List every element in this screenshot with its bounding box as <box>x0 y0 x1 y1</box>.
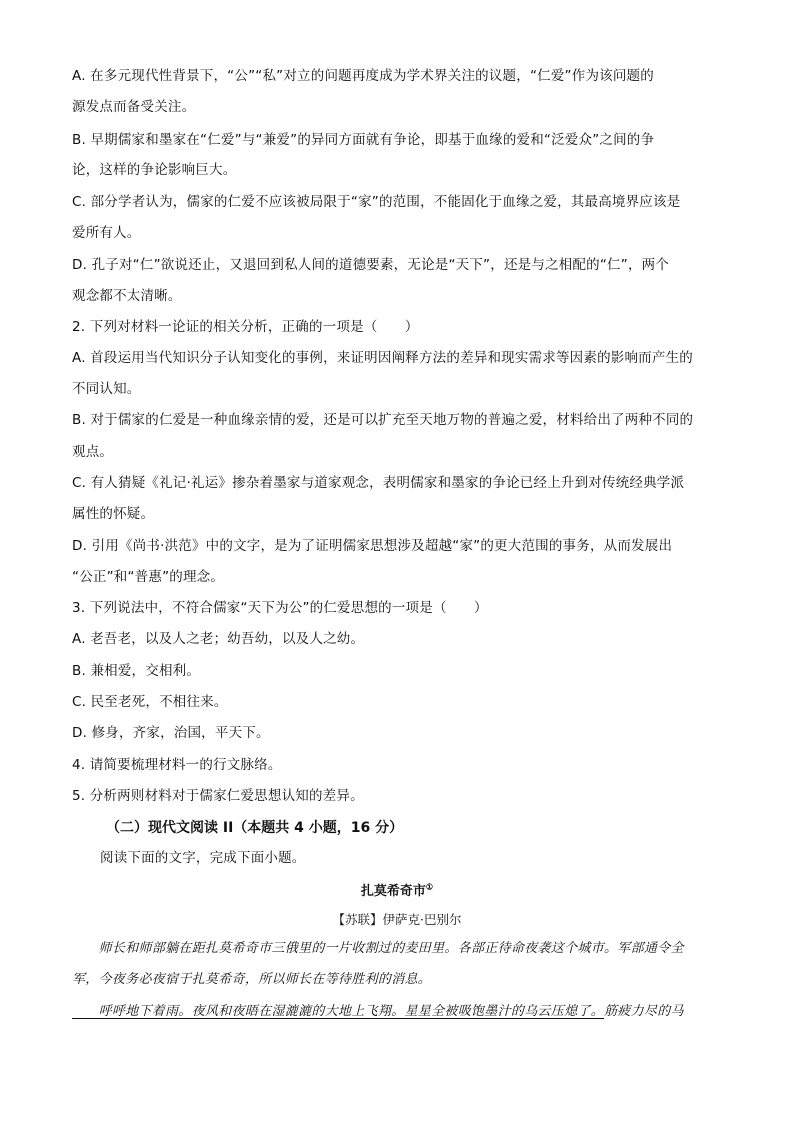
option-b-line-2: 论，这样的争论影响巨大。 <box>72 162 237 178</box>
option-d-line-1: D. 孔子对“仁”欲说还止，又退回到私人间的道德要素，无论是“天下”，还是与之相配的“仁”，两个 <box>72 257 670 273</box>
passage-line-1: 师长和师部躺在距扎莫希奇市三俄里的一片收割过的麦田里。各部正待命夜袭这个城市。军部通令全 <box>72 941 684 956</box>
underlined-sentence: 呼呼地下着雨。夜风和夜晤在湿漉漉的大地上飞翔。星星全被吸饱墨汁的乌云压熄了。 <box>72 1004 605 1019</box>
passage-author: 【苏联】伊萨克·巴别尔 <box>332 912 462 927</box>
section-instruction: 阅读下面的文字，完成下面小题。 <box>100 850 306 866</box>
q2-option-a-line-2: 不同认知。 <box>72 381 141 397</box>
passage-title <box>0 880 794 899</box>
question-3: 3. 下列说法中，不符合儒家“天下为公”的仁爱思想的一项是（ ） <box>72 600 488 616</box>
section-heading: （二）现代文阅读 II（本题共 4 小题，16 分） <box>106 820 404 836</box>
passage-line-3-tail: 筋疲力尽的马 <box>604 1004 684 1019</box>
q2-option-d-line-2: “公正”和“普惠”的理念。 <box>72 569 225 585</box>
q3-option-a: A. 老吾老，以及人之老；幼吾幼，以及人之幼。 <box>72 631 365 647</box>
question-4: 4. 请简要梳理材料一的行文脉络。 <box>72 757 282 773</box>
q2-option-d-line-1: D. 引用《尚书·洪范》中的文字，是为了证明儒家思想涉及超越“家”的更大范围的事务，从而发展出 <box>72 538 673 554</box>
option-d-line-2: 观念都不太清晰。 <box>72 288 182 304</box>
passage-title-text: 扎莫希奇市 <box>360 884 426 899</box>
option-a-line-1: A. 在多元现代性背景下，“公”“私”对立的问题再度成为学术界关注的议题，“仁爱”作为该问题的 <box>72 68 654 84</box>
option-c-line-1: C. 部分学者认为，儒家的仁爱不应该被局限于“家”的范围，不能固化于血缘之爱，其最高境界应该是 <box>72 194 681 210</box>
passage-title-footnote: ① <box>425 881 434 892</box>
option-a-line-2: 源发点而备受关注。 <box>72 99 196 115</box>
question-2: 2. 下列对材料一论证的相关分析，正确的一项是（ ） <box>72 319 419 335</box>
q2-option-a-line-1: A. 首段运用当代知识分子认知变化的事例，来证明因阐释方法的差异和现实需求等因素的影响而产生的 <box>72 350 693 366</box>
q3-option-b: B. 兼相爱，交相利。 <box>72 663 201 679</box>
option-b-line-1: B. 早期儒家和墨家在“仁爱”与“兼爱”的异同方面就有争论，即基于血缘的爱和“泛爱众”之间的争 <box>72 132 655 148</box>
question-5: 5. 分析两则材料对于儒家仁爱思想认知的差异。 <box>72 788 364 804</box>
q3-option-c: C. 民至老死，不相往来。 <box>72 694 228 710</box>
q2-option-b-line-2: 观点。 <box>72 444 114 460</box>
passage-line-2: 军，今夜务必夜宿于扎莫希奇，所以师长在等待胜利的消息。 <box>72 972 432 987</box>
passage-line-3 <box>72 1002 684 1022</box>
q2-option-c-line-2: 属性的怀疑。 <box>72 506 155 522</box>
q2-option-c-line-1: C. 有人猜疑《礼记·礼运》掺杂着墨家与道家观念，表明儒家和墨家的争论已经上升到对传统经典学派 <box>72 475 685 491</box>
q2-option-b-line-1: B. 对于儒家的仁爱是一种血缘亲情的爱，还是可以扩充至天地万物的普遍之爱，材料给出了两种不同的 <box>72 412 694 428</box>
q3-option-d: D. 修身，齐家，治国，平天下。 <box>72 725 270 741</box>
option-c-line-2: 爱所有人。 <box>72 225 141 241</box>
